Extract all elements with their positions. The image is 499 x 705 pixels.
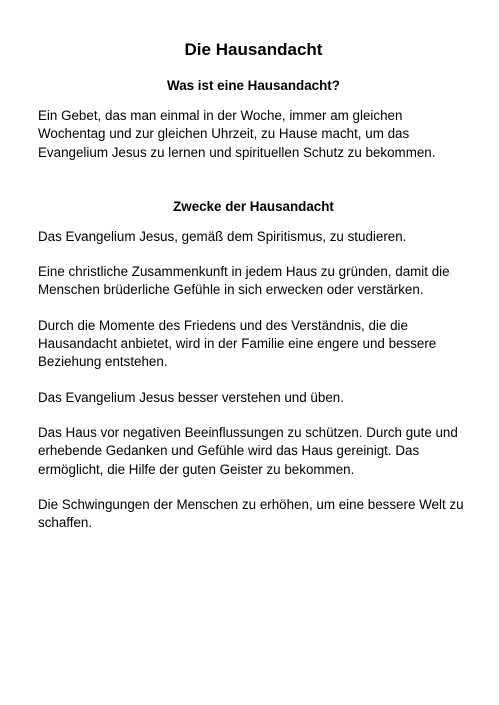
paragraph-purpose-2: Eine christliche Zusammenkunft in jedem Haus zu gründen, damit die Menschen brüderliche Gefühle in sich erwecken oder verstärken. [38,264,450,298]
section-heading-what-is: Was ist eine Hausandacht? [167,78,340,93]
paragraph-purpose-6: Die Schwingungen der Menschen zu erhöhen, um eine bessere Welt zu schaffen. [38,496,464,531]
section-heading-purposes: Zwecke der Hausandacht [173,198,334,214]
paragraph-purpose-4: Das Evangelium Jesus besser verstehen und üben. [38,389,344,405]
paragraph-purpose-5: Das Haus vor negativen Beeinflussungen zu schützen. Durch gute und erhebende Gedanken und Gefühle wird das Haus gereinigt. Das ermöglicht, die Hilfe der guten Geister zu bekommen. [38,424,458,477]
paragraph-definition: Ein Gebet, das man einmal in der Woche, immer am gleichen Wochentag und zur gleichen Uhrzeit, zu Hause macht, um das Evangelium Jesus zu lernen und spirituellen Schutz zu bekommen. [38,108,436,160]
paragraph-purpose-1: Das Evangelium Jesus, gemäß dem Spiritismus, zu studieren. [38,228,407,244]
document-title: Die Hausandacht [184,40,323,59]
paragraph-purpose-3: Durch die Momente des Friedens und des Verständnis, die die Hausandacht anbietet, wird in der Familie eine engere und bessere Beziehung entstehen. [38,317,437,370]
